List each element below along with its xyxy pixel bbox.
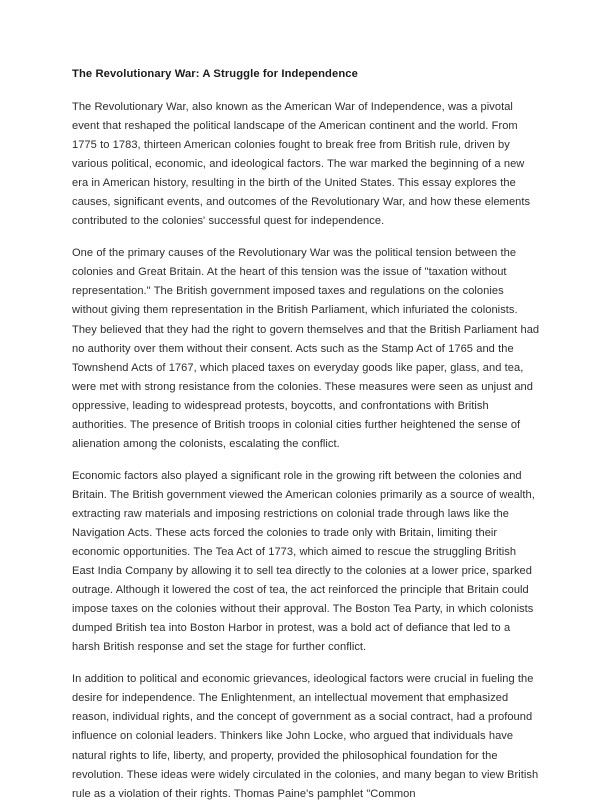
paragraph-ideological-factors: In addition to political and economic grievances, ideological factors were crucial in fueling the desire for independence. The Enlightenment, an intellectual movement that emphasized reason, individual rights, and the concept of government as a social contract, had a profound influence on colonial leaders. Thinkers like John Locke, who argued that individuals have natural rights to life, liberty, and property, provided the philosophical foundation for the revolution. These ideas were widely circulated in the colonies, and many began to view British rule as a violation of their rights. Thomas Paine's pamphlet "Common [72, 673, 539, 800]
document-heading: The Revolutionary War: A Struggle for Independence [72, 68, 358, 80]
paragraph-intro: The Revolutionary War, also known as the American War of Independence, was a pivotal event that reshaped the political landscape of the American continent and the world. From 1775 to 1783, thirteen American colonies fought to break free from British rule, driven by various political, economic, and ideological factors. The war marked the beginning of a new era in American history, resulting in the birth of the United States. This essay explores the causes, significant events, and outcomes of the Revolutionary War, and how these elements contributed to the colonies' successful quest for independence. [72, 101, 531, 228]
document-body [72, 66, 540, 804]
paragraph-economic-factors: Economic factors also played a significant role in the growing rift between the colonies and Britain. The British government viewed the American colonies primarily as a source of wealth, extracting raw materials and imposing restrictions on colonial trade through laws like the Navigation Acts. These acts forced the colonies to trade only with Britain, limiting their economic opportunities. The Tea Act of 1773, which aimed to rescue the struggling British East India Company by allowing it to sell tea directly to the colonies at a lower price, sparked outrage. Although it lowered the cost of tea, the act reinforced the principle that Britain could impose taxes on the colonies without their approval. The Boston Tea Party, in which colonists dumped British tea into Boston Harbor in protest, was a bold act of defiance that led to a harsh British response and set the stage for further conflict. [72, 469, 535, 654]
paragraph-political-causes: One of the primary causes of the Revolutionary War was the political tension between the colonies and Great Britain. At the heart of this tension was the issue of "taxation without representation." The British government imposed taxes and regulations on the colonies without giving them representation in the British Parliament, which infuriated the colonists. They believed that they had the right to govern themselves and that the British Parliament had no authority over them without their consent. Acts such as the Stamp Act of 1765 and the Townshend Acts of 1767, which placed taxes on everyday goods like paper, glass, and tea, were met with strong resistance from the colonies. These measures were seen as unjust and oppressive, leading to widespread protests, boycotts, and confrontations with British authorities. The presence of British troops in colonial cities further heightened the sense of alienation among the colonists, escalating the conflict. [72, 247, 540, 450]
